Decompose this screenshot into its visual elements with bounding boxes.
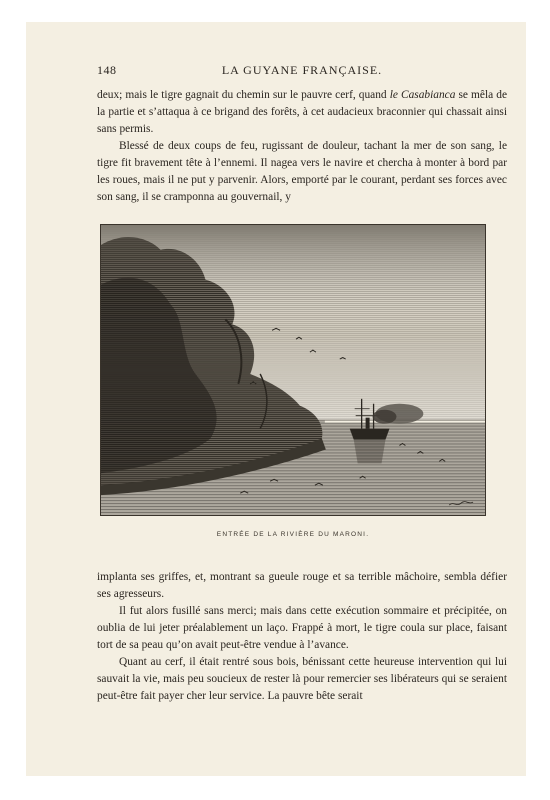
body-text-top xyxy=(97,87,507,206)
paragraph: Quant au cerf, il était rentré sous bois, bénissant cette heureuse intervention qui lui sauvait la vie, mais peu soucieux de rester là pour remercier ses libérateurs qui se seraient peut-être fait payer cher leur service. La pauvre bête serait xyxy=(97,656,507,702)
page-number: 148 xyxy=(97,63,117,77)
running-title: LA GUYANE FRANÇAISE. xyxy=(221,63,383,77)
text-run: se mêla de la partie et s’attaqua à ce brigand des forêts, à cet audacieux braconnier qui chassait ainsi sans permis. xyxy=(97,89,508,135)
text-run: deux; mais le tigre gagnait du chemin sur le pauvre cerf, quand xyxy=(97,89,390,101)
engraving-image xyxy=(101,225,485,515)
ship-name: le Casabianca xyxy=(389,89,456,101)
body-text-bottom xyxy=(97,569,507,705)
paragraph: Il fut alors fusillé sans merci; mais dans cette exécution sommaire et précipitée, on oublia de lui jeter préalablement un laço. Frappé à mort, le tigre coula sur place, faisant tort de sa peau qu’on avait peut-être vendue à l’avance. xyxy=(97,605,507,651)
engraving-illustration xyxy=(100,224,486,516)
figure-caption: ENTRÉE DE LA RIVIÈRE DU MARONI. xyxy=(216,531,370,538)
paragraph: Blessé de deux coups de feu, rugissant de douleur, tachant la mer de son sang, le tigre fit bravement tête à l’ennemi. Il nagea vers le navire et chercha à monter à bord par les roues, mais il ne put y parvenir. Alors, emporté par le courant, perdant ses forces avec son sang, il se cramponna au gouvernail, y xyxy=(97,140,507,203)
paragraph xyxy=(97,87,507,138)
paragraph: implanta ses griffes, et, montrant sa gueule rouge et sa terrible mâchoire, sembla défier ses agresseurs. xyxy=(97,571,507,600)
running-header xyxy=(97,63,507,79)
